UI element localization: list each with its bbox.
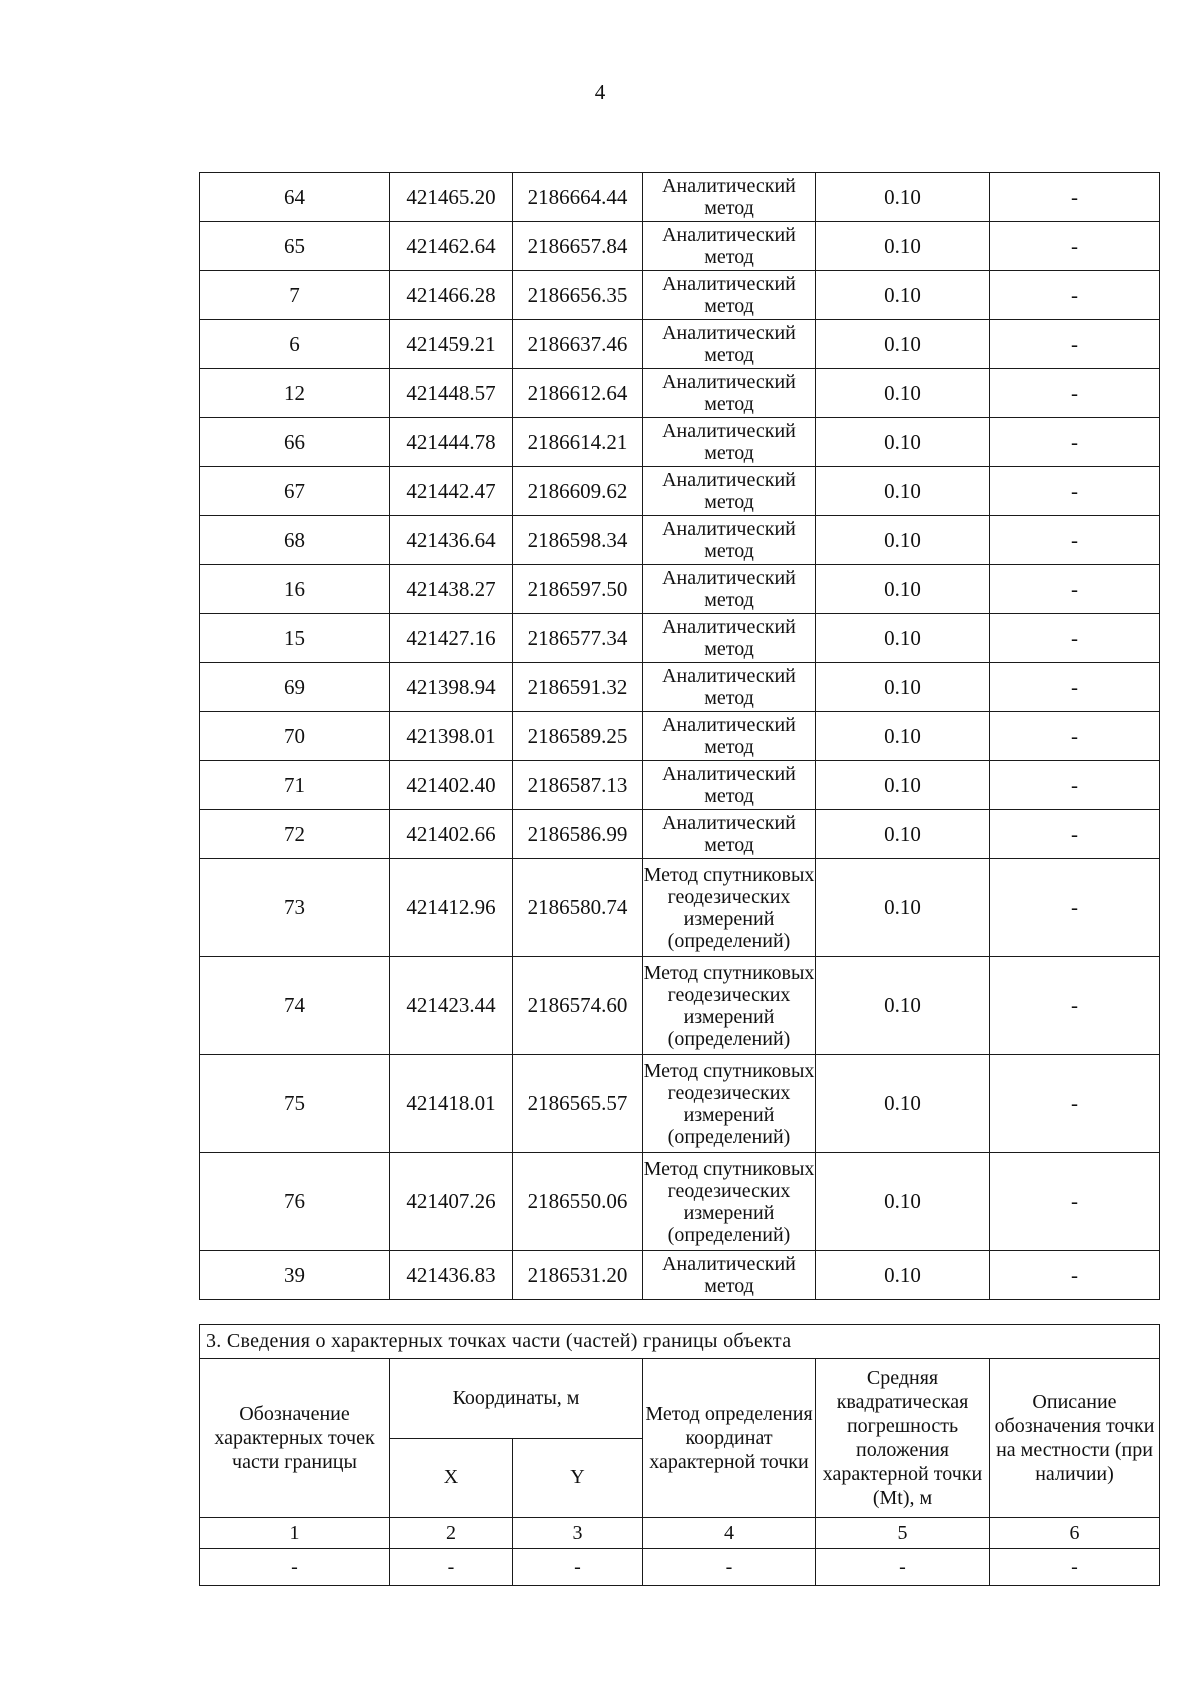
error-cell: 0.10: [816, 957, 990, 1055]
x-coordinate-cell: 421398.01: [390, 712, 513, 761]
column-number: 1: [200, 1518, 390, 1549]
coordinates-table: [199, 172, 1160, 1300]
method-line: измерений: [683, 907, 775, 930]
method-line: метод: [704, 589, 754, 611]
error-cell: 0.10: [816, 1055, 990, 1153]
method-line: Аналитический: [662, 420, 796, 442]
header-x: X: [390, 1438, 513, 1518]
table-row: [200, 1055, 1160, 1153]
error-cell: 0.10: [816, 418, 990, 467]
x-coordinate-cell: 421448.57: [390, 369, 513, 418]
table-row: [200, 810, 1160, 859]
x-coordinate-cell: 421444.78: [390, 418, 513, 467]
y-coordinate-cell: 2186657.84: [513, 222, 643, 271]
method-line: метод: [704, 442, 754, 464]
point-id-cell: 74: [200, 957, 390, 1055]
method-cell: [643, 1251, 816, 1300]
method-line: Аналитический: [662, 175, 796, 197]
y-coordinate-cell: 2186637.46: [513, 320, 643, 369]
y-coordinate-cell: 2186598.34: [513, 516, 643, 565]
y-coordinate-cell: 2186587.13: [513, 761, 643, 810]
point-id-cell: 69: [200, 663, 390, 712]
header-coordinates: Координаты, м: [390, 1359, 643, 1439]
y-coordinate-cell: 2186565.57: [513, 1055, 643, 1153]
error-cell: 0.10: [816, 369, 990, 418]
method-line: (определений): [667, 929, 791, 952]
point-id-cell: 76: [200, 1153, 390, 1251]
point-id-cell: 12: [200, 369, 390, 418]
method-line: метод: [704, 834, 754, 856]
x-coordinate-cell: 421466.28: [390, 271, 513, 320]
header-designation: Обозначение характерных точек части границы: [200, 1359, 390, 1518]
description-cell: -: [990, 614, 1160, 663]
method-line: измерений: [683, 1201, 775, 1224]
method-cell: [643, 418, 816, 467]
method-line: Аналитический: [662, 665, 796, 687]
y-coordinate-cell: 2186574.60: [513, 957, 643, 1055]
method-line: измерений: [683, 1103, 775, 1126]
description-cell: -: [990, 418, 1160, 467]
table-row: [200, 173, 1160, 222]
method-line: Аналитический: [662, 224, 796, 246]
coordinates-table-body: [200, 173, 1160, 1300]
method-line: метод: [704, 491, 754, 513]
y-coordinate-cell: 2186612.64: [513, 369, 643, 418]
error-cell: 0.10: [816, 565, 990, 614]
method-line: Аналитический: [662, 1253, 796, 1275]
section-3-table: [199, 1324, 1160, 1586]
method-line: геодезических: [667, 983, 791, 1006]
error-cell: 0.10: [816, 761, 990, 810]
y-coordinate-cell: 2186614.21: [513, 418, 643, 467]
method-cell: [643, 369, 816, 418]
error-cell: 0.10: [816, 271, 990, 320]
description-cell: -: [990, 1153, 1160, 1251]
description-cell: -: [990, 1055, 1160, 1153]
method-cell: [643, 1055, 816, 1153]
table-row: [200, 663, 1160, 712]
point-id-cell: 16: [200, 565, 390, 614]
point-id-cell: 6: [200, 320, 390, 369]
column-number: 2: [390, 1518, 513, 1549]
method-cell: [643, 859, 816, 957]
empty-cell: -: [816, 1549, 990, 1586]
point-id-cell: 39: [200, 1251, 390, 1300]
table-row: [200, 712, 1160, 761]
method-line: метод: [704, 540, 754, 562]
method-line: Аналитический: [662, 469, 796, 491]
method-line: измерений: [683, 1005, 775, 1028]
method-line: геодезических: [667, 1081, 791, 1104]
x-coordinate-cell: 421418.01: [390, 1055, 513, 1153]
method-line: метод: [704, 393, 754, 415]
method-line: Аналитический: [662, 567, 796, 589]
point-id-cell: 66: [200, 418, 390, 467]
empty-cell: -: [390, 1549, 513, 1586]
description-cell: -: [990, 320, 1160, 369]
method-line: метод: [704, 344, 754, 366]
header-method: Метод определения координат характерной точки: [643, 1359, 816, 1518]
method-line: метод: [704, 246, 754, 268]
table-row: [200, 1251, 1160, 1300]
method-line: Метод спутниковых: [643, 1059, 815, 1082]
y-coordinate-cell: 2186580.74: [513, 859, 643, 957]
method-cell: [643, 467, 816, 516]
method-cell: [643, 957, 816, 1055]
empty-cell: -: [643, 1549, 816, 1586]
description-cell: -: [990, 761, 1160, 810]
description-cell: -: [990, 271, 1160, 320]
point-id-cell: 7: [200, 271, 390, 320]
y-coordinate-cell: 2186550.06: [513, 1153, 643, 1251]
x-coordinate-cell: 421436.64: [390, 516, 513, 565]
x-coordinate-cell: 421407.26: [390, 1153, 513, 1251]
description-cell: -: [990, 810, 1160, 859]
description-cell: -: [990, 173, 1160, 222]
y-coordinate-cell: 2186609.62: [513, 467, 643, 516]
column-numbers-row: [200, 1518, 1160, 1549]
description-cell: -: [990, 222, 1160, 271]
table-row: [200, 418, 1160, 467]
x-coordinate-cell: 421465.20: [390, 173, 513, 222]
method-line: метод: [704, 687, 754, 709]
description-cell: -: [990, 1251, 1160, 1300]
method-line: геодезических: [667, 885, 791, 908]
method-line: Аналитический: [662, 371, 796, 393]
method-line: (определений): [667, 1027, 791, 1050]
method-line: метод: [704, 295, 754, 317]
method-line: метод: [704, 197, 754, 219]
error-cell: 0.10: [816, 663, 990, 712]
method-line: (определений): [667, 1223, 791, 1246]
header-description: Описание обозначения точки на местности (при наличии): [990, 1359, 1160, 1518]
x-coordinate-cell: 421438.27: [390, 565, 513, 614]
method-cell: [643, 565, 816, 614]
method-line: Аналитический: [662, 273, 796, 295]
method-line: метод: [704, 1275, 754, 1297]
description-cell: -: [990, 369, 1160, 418]
x-coordinate-cell: 421436.83: [390, 1251, 513, 1300]
method-line: метод: [704, 785, 754, 807]
x-coordinate-cell: 421398.94: [390, 663, 513, 712]
point-id-cell: 75: [200, 1055, 390, 1153]
table-row: [200, 565, 1160, 614]
empty-cell: -: [990, 1549, 1160, 1586]
description-cell: -: [990, 467, 1160, 516]
x-coordinate-cell: 421423.44: [390, 957, 513, 1055]
table-row: [200, 761, 1160, 810]
error-cell: 0.10: [816, 516, 990, 565]
method-cell: [643, 761, 816, 810]
method-line: Аналитический: [662, 714, 796, 736]
table-row: [200, 369, 1160, 418]
table-row: [200, 957, 1160, 1055]
description-cell: -: [990, 663, 1160, 712]
method-cell: [643, 222, 816, 271]
column-number: 3: [513, 1518, 643, 1549]
description-cell: -: [990, 565, 1160, 614]
method-line: Аналитический: [662, 322, 796, 344]
error-cell: 0.10: [816, 467, 990, 516]
table-row: [200, 516, 1160, 565]
method-cell: [643, 173, 816, 222]
error-cell: 0.10: [816, 1153, 990, 1251]
method-line: Аналитический: [662, 518, 796, 540]
method-cell: [643, 614, 816, 663]
point-id-cell: 71: [200, 761, 390, 810]
empty-data-row: [200, 1549, 1160, 1586]
y-coordinate-cell: 2186597.50: [513, 565, 643, 614]
y-coordinate-cell: 2186664.44: [513, 173, 643, 222]
description-cell: -: [990, 516, 1160, 565]
x-coordinate-cell: 421427.16: [390, 614, 513, 663]
y-coordinate-cell: 2186656.35: [513, 271, 643, 320]
description-cell: -: [990, 712, 1160, 761]
x-coordinate-cell: 421459.21: [390, 320, 513, 369]
method-line: Аналитический: [662, 616, 796, 638]
error-cell: 0.10: [816, 859, 990, 957]
point-id-cell: 64: [200, 173, 390, 222]
error-cell: 0.10: [816, 173, 990, 222]
header-error: Средняя квадратическая погрешность положения характерной точки (Mt), м: [816, 1359, 990, 1518]
header-y: Y: [513, 1438, 643, 1518]
table-row: [200, 467, 1160, 516]
method-cell: [643, 1153, 816, 1251]
table-row: [200, 859, 1160, 957]
table-row: [200, 320, 1160, 369]
column-number: 4: [643, 1518, 816, 1549]
error-cell: 0.10: [816, 712, 990, 761]
y-coordinate-cell: 2186591.32: [513, 663, 643, 712]
method-line: метод: [704, 638, 754, 660]
y-coordinate-cell: 2186586.99: [513, 810, 643, 859]
error-cell: 0.10: [816, 1251, 990, 1300]
x-coordinate-cell: 421402.40: [390, 761, 513, 810]
empty-cell: -: [513, 1549, 643, 1586]
method-line: Метод спутниковых: [643, 863, 815, 886]
method-line: Метод спутниковых: [643, 961, 815, 984]
y-coordinate-cell: 2186589.25: [513, 712, 643, 761]
x-coordinate-cell: 421442.47: [390, 467, 513, 516]
empty-cell: -: [200, 1549, 390, 1586]
method-line: (определений): [667, 1125, 791, 1148]
method-cell: [643, 712, 816, 761]
y-coordinate-cell: 2186531.20: [513, 1251, 643, 1300]
point-id-cell: 73: [200, 859, 390, 957]
table-row: [200, 222, 1160, 271]
section-title: 3. Сведения о характерных точках части (частей) границы объекта: [200, 1325, 1160, 1359]
point-id-cell: 68: [200, 516, 390, 565]
method-cell: [643, 516, 816, 565]
point-id-cell: 65: [200, 222, 390, 271]
column-number: 5: [816, 1518, 990, 1549]
y-coordinate-cell: 2186577.34: [513, 614, 643, 663]
point-id-cell: 72: [200, 810, 390, 859]
method-cell: [643, 271, 816, 320]
method-line: Аналитический: [662, 812, 796, 834]
x-coordinate-cell: 421412.96: [390, 859, 513, 957]
point-id-cell: 70: [200, 712, 390, 761]
table-row: [200, 271, 1160, 320]
table-row: [200, 1153, 1160, 1251]
description-cell: -: [990, 957, 1160, 1055]
x-coordinate-cell: 421462.64: [390, 222, 513, 271]
point-id-cell: 67: [200, 467, 390, 516]
table-row: [200, 614, 1160, 663]
method-line: Метод спутниковых: [643, 1157, 815, 1180]
method-cell: [643, 663, 816, 712]
column-number: 6: [990, 1518, 1160, 1549]
method-cell: [643, 810, 816, 859]
error-cell: 0.10: [816, 810, 990, 859]
error-cell: 0.10: [816, 320, 990, 369]
method-cell: [643, 320, 816, 369]
method-line: Аналитический: [662, 763, 796, 785]
error-cell: 0.10: [816, 222, 990, 271]
point-id-cell: 15: [200, 614, 390, 663]
error-cell: 0.10: [816, 614, 990, 663]
description-cell: -: [990, 859, 1160, 957]
page-number: 4: [594, 80, 606, 104]
method-line: геодезических: [667, 1179, 791, 1202]
method-line: метод: [704, 736, 754, 758]
x-coordinate-cell: 421402.66: [390, 810, 513, 859]
